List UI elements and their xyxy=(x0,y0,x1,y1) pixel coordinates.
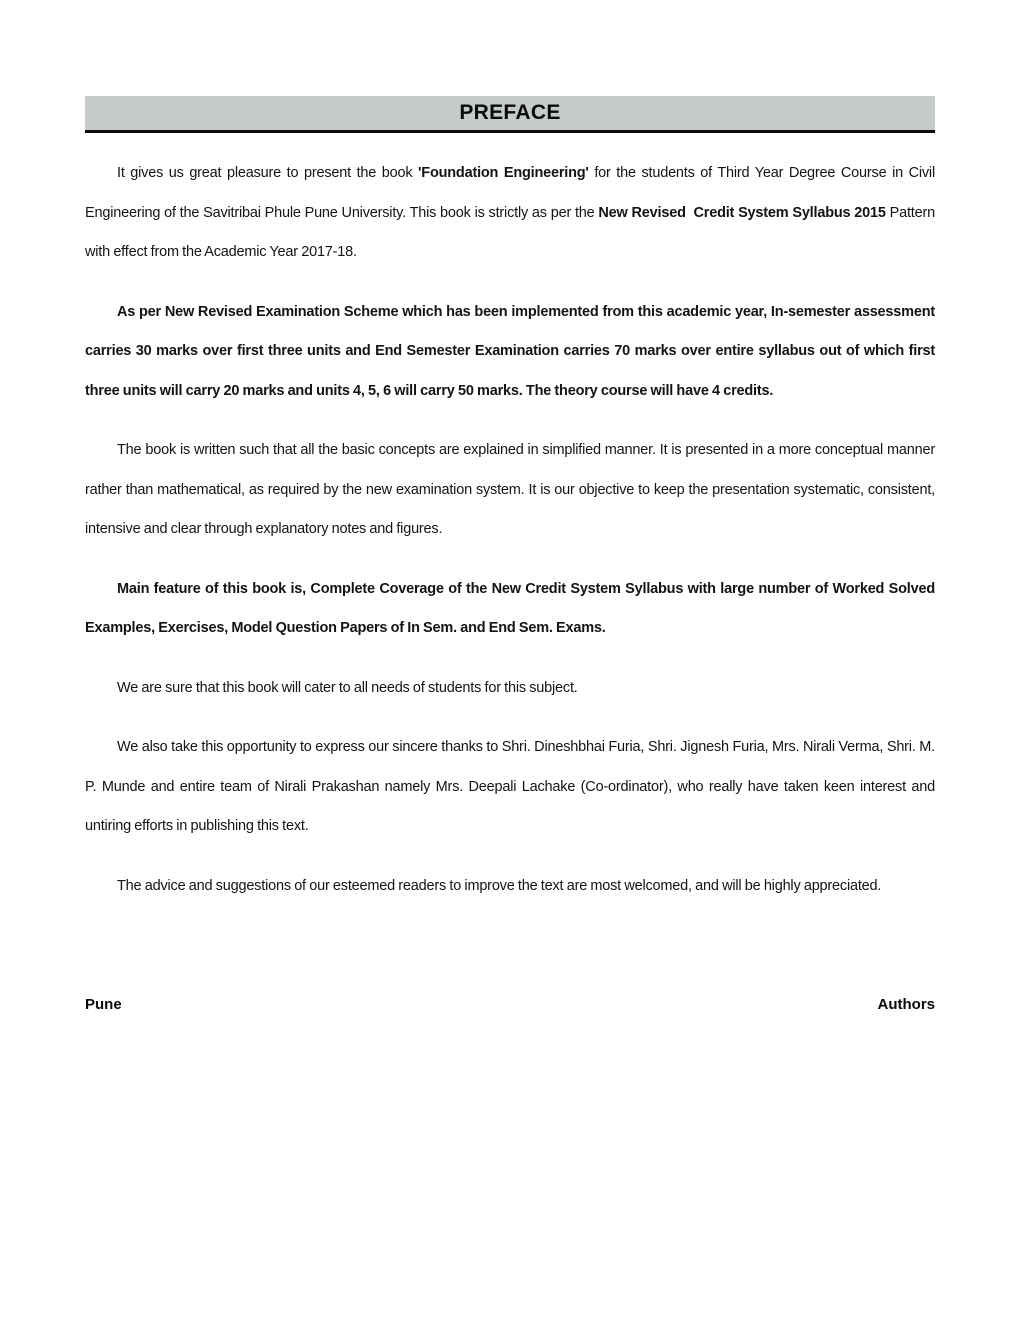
paragraph xyxy=(85,570,935,649)
text: The advice and suggestions of our esteemed readers to improve the text are most welcomed, and will be highly appreciated. xyxy=(117,877,882,894)
text: for the students of Third Year Degree Course in Civil Engineering of the Savitribai Phule Pune University. This book is strictly as per the xyxy=(85,165,935,221)
page-title: PREFACE xyxy=(459,101,561,124)
paragraph xyxy=(85,431,935,550)
paragraph xyxy=(85,867,935,907)
paragraph xyxy=(85,728,935,847)
bold-text: New Revised Credit System Syllabus 2015 xyxy=(598,204,886,221)
footer-authors: Authors xyxy=(877,996,935,1013)
bold-text: As per New Revised Examination Scheme which has been implemented from this academic year, In-semester assessment carries 30 marks over first three units and End Semester Examination carries 70 marks over entire syllabus out of which first three units will carry 20 marks and units 4, 5, 6 will carry 50 marks. The theory course will have 4 credits. xyxy=(85,303,935,399)
paragraph xyxy=(85,154,935,273)
bold-text: 'Foundation Engineering' xyxy=(418,165,589,181)
preface-body xyxy=(85,154,935,906)
text: We are sure that this book will cater to all needs of students for this subject. xyxy=(117,679,578,696)
footer xyxy=(85,996,935,1013)
text: Pattern with effect from the Academic Year 2017-18. xyxy=(85,204,935,260)
text: We also take this opportunity to express our sincere thanks to Shri. Dineshbhai Furia, Shri. Jignesh Furia, Mrs. Nirali Verma, Shri. M. P. Munde and entire team of Nirali Prakashan namely Mrs. Deepali Lachake (Co-ordinator), who really have taken keen interest and untiring efforts in publishing this text. xyxy=(85,739,935,834)
bold-text: Main feature of this book is, Complete Coverage of the New Credit System Syllabus with large number of Worked Solved Examples, Exercises, Model Question Papers of In Sem. and End Sem. Exams. xyxy=(85,580,935,636)
text: The book is written such that all the basic concepts are explained in simplified manner. It is presented in a more conceptual manner rather than mathematical, as required by the new examination system. It is our objective to keep the presentation systematic, consistent, intensive and clear through explanatory notes and figures. xyxy=(85,442,935,537)
text: It gives us great pleasure to present the book xyxy=(117,165,419,181)
paragraph xyxy=(85,293,935,412)
preface-header-bar xyxy=(85,96,935,133)
paragraph xyxy=(85,669,935,709)
footer-place: Pune xyxy=(85,996,122,1013)
